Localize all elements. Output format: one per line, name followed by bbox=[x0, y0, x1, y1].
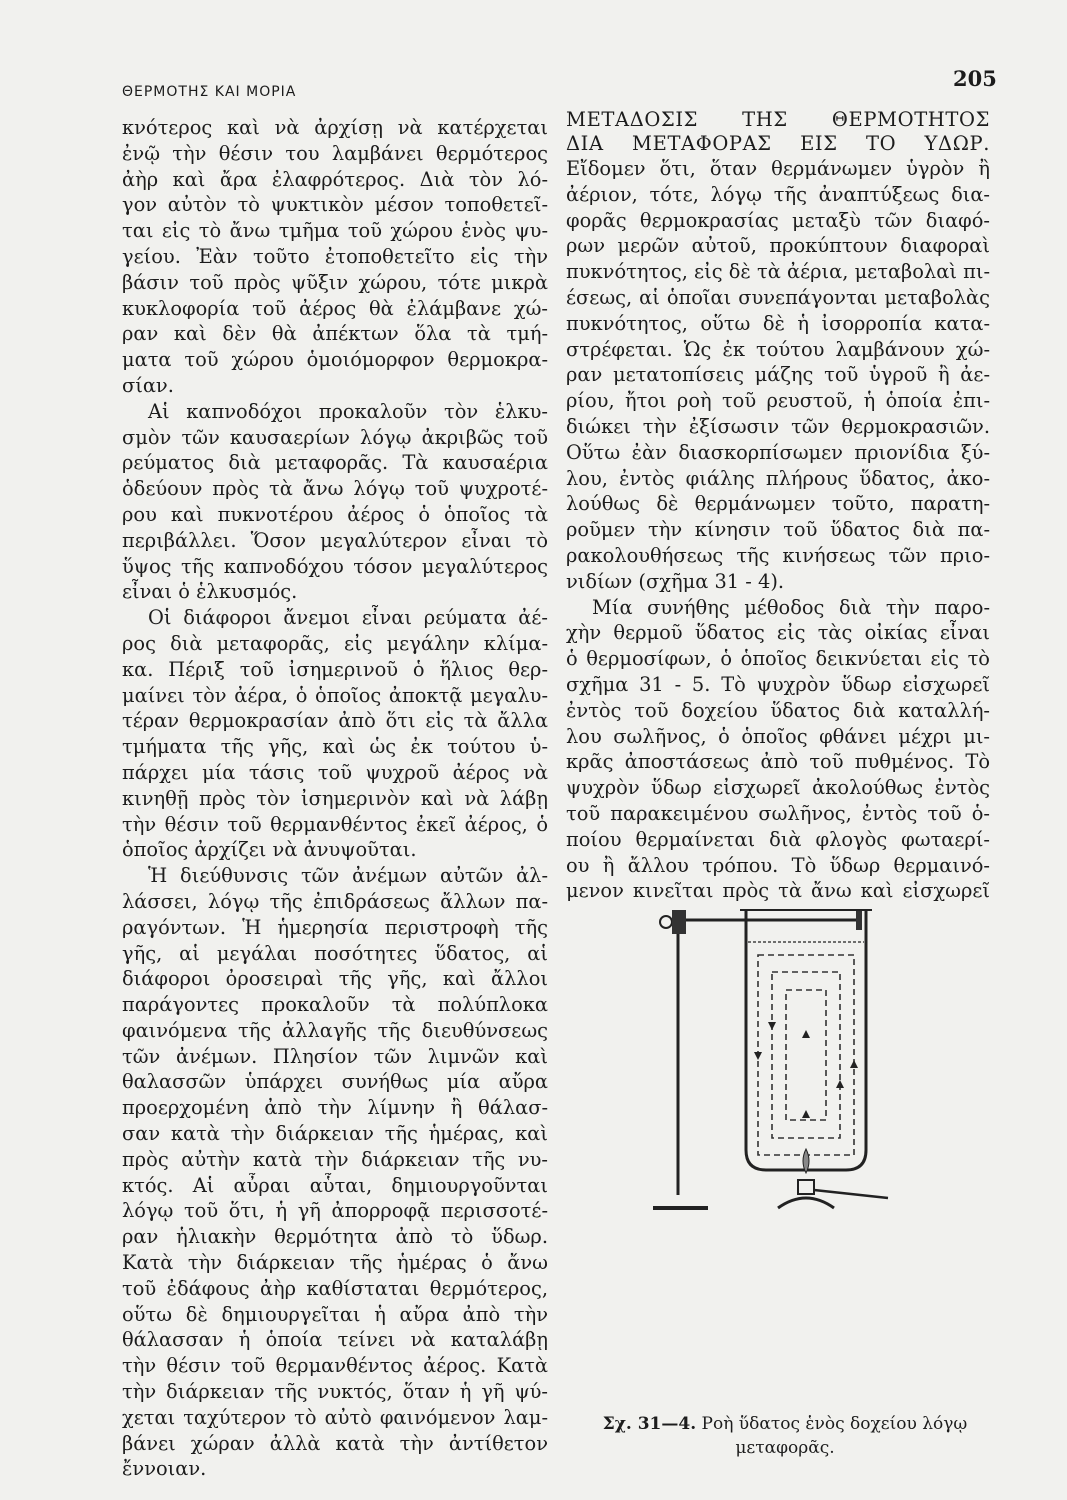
text-line: οὕτω δὲ δημιουργεῖται ἡ αὔρα ἀπὸ τὴν bbox=[122, 1302, 548, 1326]
text-line: παράγοντες προκαλοῦν τὰ πολύπλοκα bbox=[122, 993, 548, 1017]
text-line: Ἡ διεύθυνσις τῶν ἀνέμων αὐτῶν ἀλ- bbox=[148, 864, 548, 888]
text-line: πυκνότητος, οὕτω δὲ ἡ ἰσορροπία κατα- bbox=[566, 311, 990, 335]
text-line: κινηθῇ πρὸς τὸν ἰσημερινὸν καὶ νὰ λάβῃ bbox=[122, 786, 548, 810]
text-line: τὴν διάρκειαν τῆς νυκτός, ὅταν ἡ γῆ ψύ- bbox=[122, 1380, 548, 1404]
heading-line: ΔΙΑ ΜΕΤΑΦΟΡΑΣ ΕΙΣ ΤΟ ΥΔΩΡ. bbox=[566, 132, 990, 155]
text-line: ποίου θερμαίνεται διὰ φλογὸς φωταερί- bbox=[566, 827, 990, 851]
convection-flask-illustration bbox=[648, 880, 948, 1210]
text-line: ὕψος τῆς καπνοδόχου τόσον μεγαλύτερος bbox=[122, 554, 548, 578]
text-line: διώκει τὴν ἐξίσωσιν τῶν θερμοκρασιῶν. bbox=[566, 414, 990, 438]
text-line: ματα τοῦ χώρου ὁμοιόμορφον θερμοκρα- bbox=[122, 348, 548, 372]
text-line: ραν ἡλιακὴν θερμότητα ἀπὸ τὸ ὕδωρ. bbox=[122, 1225, 548, 1249]
text-line: τέραν θερμοκρασίαν ἀπὸ ὅτι εἰς τὰ ἄλλα bbox=[122, 709, 548, 733]
section-heading bbox=[566, 108, 990, 156]
figure-convection-flask bbox=[648, 880, 948, 1210]
text-line: ψυχρὸν ὕδωρ εἰσχωρεῖ ἀκολούθως ἐντὸς bbox=[566, 776, 990, 800]
text-line: σίαν. bbox=[122, 373, 174, 397]
text-line: ἔννοιαν. bbox=[122, 1457, 207, 1481]
text-line: τῶν ἀνέμων. Πλησίον τῶν λιμνῶν καὶ bbox=[122, 1044, 548, 1068]
text-line: ἐνῷ τὴν θέσιν του λαμβάνει θερμότερος bbox=[122, 141, 548, 165]
text-line: λούθως δὲ θερμάνωμεν τοῦτο, παρατη- bbox=[566, 492, 990, 516]
left-column bbox=[122, 115, 548, 1482]
text-line: περιβάλλει. Ὅσον μεγαλύτερον εἶναι τὸ bbox=[122, 528, 548, 552]
text-line: διάφοροι ὀροσειραὶ τῆς γῆς, καὶ ἄλλοι bbox=[122, 967, 548, 991]
text-line: βάσιν τοῦ πρὸς ψῦξιν χώρου, τότε μικρὰ bbox=[122, 270, 548, 294]
text-line: πυκνότητος, εἰς δὲ τὰ ἀέρια, μεταβολαὶ πι- bbox=[566, 260, 990, 284]
text-line: λάσσει, λόγῳ τῆς ἐπιδράσεως ἄλλων πα- bbox=[122, 889, 548, 913]
text-line: ἐντὸς τοῦ δοχείου ὕδατος διὰ καταλλή- bbox=[566, 698, 990, 722]
figure-caption bbox=[580, 1412, 990, 1460]
text-line: Οἱ διάφοροι ἄνεμοι εἶναι ρεύματα ἀέ- bbox=[148, 606, 548, 630]
text-line: τοῦ ἐδάφους ἀὴρ καθίσταται θερμότερος, bbox=[122, 1276, 548, 1300]
text-line: ραν καὶ δὲν θὰ ἀπέκτων ὅλα τὰ τμή- bbox=[122, 322, 548, 346]
text-line: σχῆμα 31 - 5. Τὸ ψυχρὸν ὕδωρ εἰσχωρεῖ bbox=[566, 672, 990, 696]
text-line: κυκλοφορία τοῦ ἀέρος θὰ ἐλάμβανε χώ- bbox=[122, 296, 548, 320]
text-line: λου, ἐντὸς φιάλης πλήρους ὕδατος, ἀκο- bbox=[566, 466, 990, 490]
text-line: βάνει χώραν ἀλλὰ κατὰ τὴν ἀντίθετον bbox=[122, 1431, 548, 1455]
text-line: Μία συνήθης μέθοδος διὰ τὴν παρο- bbox=[592, 595, 990, 619]
page-number: 205 bbox=[953, 66, 997, 91]
text-line: θαλασσῶν ὑπάρχει συνήθως μία αὔρα bbox=[122, 1070, 548, 1094]
text-line: ρακολουθήσεως τῆς κινήσεως τῶν πριο- bbox=[566, 543, 990, 567]
text-line: τοῦ παρακειμένου σωλῆνος, ἐντὸς τοῦ ὁ- bbox=[566, 801, 990, 825]
text-line: Κατὰ τὴν διάρκειαν τῆς ἡμέρας ὁ ἄνω bbox=[122, 1251, 548, 1275]
text-line: λόγῳ τοῦ ὅτι, ἡ γῆ ἀπορροφᾷ περισσοτέ- bbox=[122, 1199, 548, 1223]
text-line: ρίου, ἤτοι ροὴ τοῦ ρευστοῦ, ἡ ὁποία ἐπι- bbox=[566, 389, 990, 413]
text-line: ρεύματος διὰ μεταφορᾶς. Τὰ καυσαέρια bbox=[122, 451, 548, 475]
text-line: φορᾶς θερμοκρασίας μεταξὺ τῶν διαφό- bbox=[566, 208, 990, 232]
text-line: ροῦμεν τὴν κίνησιν τοῦ ὕδατος διὰ πα- bbox=[566, 518, 990, 542]
text-line: ἀὴρ καὶ ἄρα ἐλαφρότερος. Διὰ τὸν λό- bbox=[122, 167, 548, 191]
text-line: τμήματα τῆς γῆς, καὶ ὡς ἐκ τούτου ὑ- bbox=[122, 735, 548, 759]
text-line: σαν κατὰ τὴν διάρκειαν τῆς ἡμέρας, καὶ bbox=[122, 1122, 548, 1146]
text-line: ου ἢ ἄλλου τρόπου. Τὸ ὕδωρ θερμαινό- bbox=[566, 853, 990, 877]
text-line: ρος διὰ μεταφορᾶς, εἰς μεγάλην κλίμα- bbox=[122, 631, 548, 655]
text-line: ὁ θερμοσίφων, ὁ ὁποῖος δεικνύεται εἰς τὸ bbox=[566, 647, 990, 671]
text-line: νιδίων (σχῆμα 31 - 4). bbox=[566, 569, 785, 593]
heading-line: ΜΕΤΑΔΟΣΙΣ ΤΗΣ ΘΕΡΜΟΤΗΤΟΣ bbox=[566, 108, 990, 131]
text-line: κα. Πέριξ τοῦ ἰσημερινοῦ ὁ ἥλιος θερ- bbox=[122, 657, 548, 681]
text-line: γον αὐτὸν τὸ ψυκτικὸν μέσον τοποθετεῖ- bbox=[122, 193, 548, 217]
text-line: προερχομένη ἀπὸ τὴν λίμνην ἢ θάλασ- bbox=[122, 1096, 548, 1120]
running-head: ΘΕΡΜΟΤΗΣ ΚΑΙ ΜΟΡΙΑ bbox=[122, 84, 297, 100]
text-line: τὴν θέσιν τοῦ θερμανθέντος ἀέρος. Κατὰ bbox=[122, 1354, 548, 1378]
text-line: έσεως, αἱ ὁποῖαι συνεπάγονται μεταβολὰς bbox=[566, 285, 990, 309]
text-line: γείου. Ἐὰν τοῦτο ἐτοποθετεῖτο εἰς τὴν bbox=[122, 244, 548, 268]
text-line: χὴν θερμοῦ ὕδατος εἰς τὰς οἰκίας εἶναι bbox=[566, 621, 990, 645]
text-line: ὁποῖος ἀρχίζει νὰ ἀνυψοῦται. bbox=[122, 838, 417, 862]
text-line: ραγόντων. Ἡ ἡμερησία περιστροφὴ τῆς bbox=[122, 915, 548, 939]
text-line: κτός. Αἱ αὖραι αὗται, δημιουργοῦνται bbox=[122, 1173, 548, 1197]
text-line: ρων μερῶν αὐτοῦ, προκύπτουν διαφοραὶ bbox=[566, 234, 990, 258]
right-column bbox=[566, 108, 990, 904]
text-line: σμὸν τῶν καυσαερίων λόγῳ ἀκριβῶς τοῦ bbox=[122, 425, 548, 449]
text-line: Εἴδομεν ὅτι, ὅταν θερμάνωμεν ὑγρὸν ἢ bbox=[566, 157, 990, 180]
text-line: χεται ταχύτερον τὸ αὐτὸ φαινόμενον λαμ- bbox=[122, 1405, 548, 1429]
text-line: λου σωλῆνος, ὁ ὁποῖος φθάνει μέχρι μι- bbox=[566, 724, 990, 748]
text-line: ἀέριον, τότε, λόγῳ τῆς ἀναπτύξεως δια- bbox=[566, 182, 990, 206]
text-line: πάρχει μία τάσις τοῦ ψυχροῦ ἀέρος νὰ bbox=[122, 760, 548, 784]
text-line: φαινόμενα τῆς ἀλλαγῆς τῆς διευθύνσεως bbox=[122, 1018, 548, 1042]
text-line: θάλασσαν ἡ ὁποία τείνει νὰ καταλάβῃ bbox=[122, 1328, 548, 1352]
text-line: ὁδεύουν πρὸς τὰ ἄνω λόγῳ τοῦ ψυχροτέ- bbox=[122, 477, 548, 501]
text-line: Αἱ καπνοδόχοι προκαλοῦν τὸν ἑλκυ- bbox=[148, 399, 548, 423]
text-line: πρὸς αὐτὴν κατὰ τὴν διάρκειαν τῆς νυ- bbox=[122, 1147, 548, 1171]
text-line: ρου καὶ πυκνοτέρου ἀέρος ὁ ὁποῖος τὰ bbox=[122, 502, 548, 526]
text-line: γῆς, αἱ μεγάλαι ποσότητες ὕδατος, αἱ bbox=[122, 941, 548, 965]
text-line: τὴν θέσιν τοῦ θερμανθέντος ἐκεῖ ἀέρος, ὁ bbox=[122, 812, 548, 836]
text-line: κνότερος καὶ νὰ ἀρχίσῃ νὰ κατέρχεται bbox=[122, 116, 548, 139]
text-line: μενον κινεῖται πρὸς τὰ ἄνω καὶ εἰσχωρεῖ bbox=[566, 879, 990, 903]
right-column-body bbox=[566, 156, 990, 904]
text-line: μαίνει τὸν ἀέρα, ὁ ὁποῖος ἀποκτᾷ μεγαλυ- bbox=[122, 683, 548, 707]
text-line: ραν μετατοπίσεις μάζης τοῦ ὑγροῦ ἢ ἀε- bbox=[566, 363, 990, 387]
text-line: κρᾶς ἀποστάσεως ἀπὸ τοῦ πυθμένος. Τὸ bbox=[566, 750, 990, 774]
text-line: ται εἰς τὸ ἄνω τμῆμα τοῦ χώρου ἑνὸς ψυ- bbox=[122, 219, 548, 243]
text-line: Οὕτω ἐὰν διασκορπίσωμεν πριονίδια ξύ- bbox=[566, 440, 990, 464]
text-line: εἶναι ὁ ἑλκυσμός. bbox=[122, 580, 298, 604]
text-line: στρέφεται. Ὡς ἐκ τούτου λαμβάνουν χώ- bbox=[566, 337, 990, 361]
caption-label: Σχ. 31—4. bbox=[602, 1414, 697, 1434]
caption-text: Ροὴ ὕδατος ἑνὸς δοχείου λόγῳ μεταφορᾶς. bbox=[701, 1414, 968, 1458]
